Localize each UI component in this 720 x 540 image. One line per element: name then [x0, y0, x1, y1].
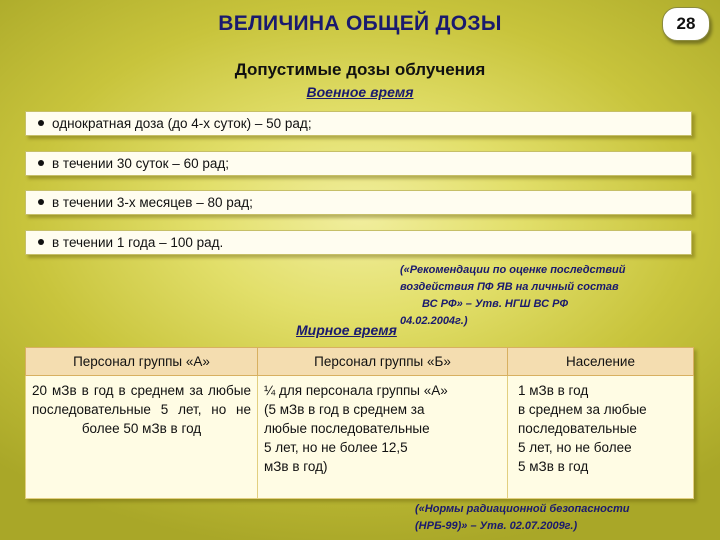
bullet-icon: [38, 120, 44, 126]
table-cell: 1 мЗв в год в среднем за любые последовательные 5 лет, но не более 5 мЗв в год: [508, 376, 694, 499]
wartime-heading: Военное время: [306, 84, 414, 100]
table-header-row: [26, 348, 694, 376]
column-header: Население: [508, 348, 694, 376]
wartime-item: [25, 111, 692, 136]
peacetime-heading: Мирное время: [296, 322, 397, 338]
dose-limits-table: [25, 347, 694, 499]
slide-subtitle: Допустимые дозы облучения: [234, 60, 486, 79]
note-line: («Рекомендации по оценке последствий: [400, 264, 626, 276]
wartime-item: [25, 190, 692, 215]
page-number-badge: 28: [662, 7, 710, 41]
table-cell: ¼ для персонала группы «А» (5 мЗв в год в среднем за любые последовательные 5 лет, но не более 12,5 мЗв в год): [258, 376, 508, 499]
note-line: воздействия ПФ ЯВ на личный состав: [400, 281, 619, 293]
table-cell: 20 мЗв в год в среднем за любые последовательные 5 лет, но не более 50 мЗв в год: [26, 376, 258, 499]
wartime-source-note: [400, 262, 700, 330]
note-line: («Нормы радиационной безопасности: [415, 503, 630, 515]
wartime-item-text: однократная доза (до 4-х суток) – 50 рад;: [52, 116, 312, 131]
wartime-item: [25, 151, 692, 176]
wartime-item-text: в течении 3-х месяцев – 80 рад;: [52, 195, 253, 210]
table-row: [26, 376, 694, 499]
wartime-item-text: в течении 30 суток – 60 рад;: [52, 156, 229, 171]
column-header: Персонал группы «А»: [26, 348, 258, 376]
note-line: (НРБ-99)» – Утв. 02.07.2009г.): [415, 520, 578, 532]
column-header: Персонал группы «Б»: [258, 348, 508, 376]
bullet-icon: [38, 199, 44, 205]
note-line: 04.02.2004г.): [400, 315, 468, 327]
bullet-icon: [38, 160, 44, 166]
wartime-item-text: в течении 1 года – 100 рад.: [52, 235, 224, 250]
peacetime-source-note: [415, 501, 715, 535]
slide-title: ВЕЛИЧИНА ОБЩЕЙ ДОЗЫ: [218, 12, 502, 35]
note-line: ВС РФ» – Утв. НГШ ВС РФ: [422, 298, 569, 310]
wartime-item: [25, 230, 692, 255]
bullet-icon: [38, 239, 44, 245]
